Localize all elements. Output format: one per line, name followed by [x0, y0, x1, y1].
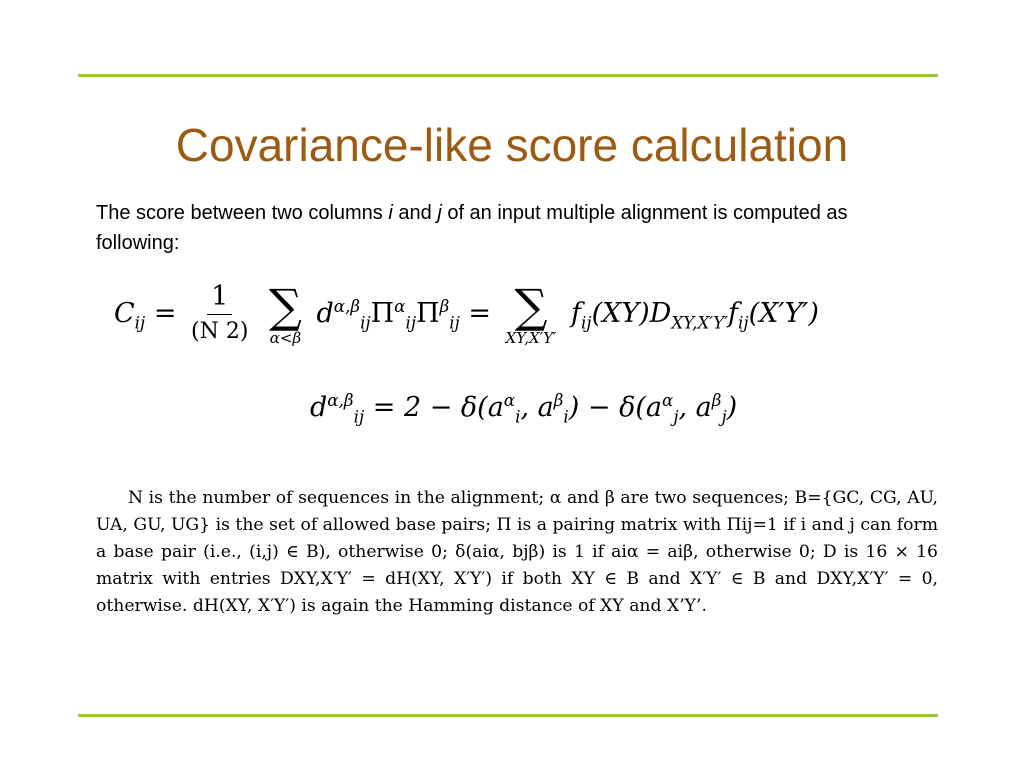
bottom-divider: [78, 714, 938, 717]
eq1-pi-2: Π: [416, 298, 440, 329]
eq1-f2-arg: (X′Y′): [748, 298, 819, 329]
eq1-d-sup: α,β: [333, 296, 361, 316]
eq2-a1-sub: i: [515, 406, 521, 427]
eq2-a2-sup: β: [553, 390, 564, 410]
eq2-a3-sup: α: [662, 390, 674, 410]
eq1-lhs: C: [114, 298, 135, 329]
eq1-pi1-sup: α: [394, 296, 406, 316]
intro-part3: of an input multiple alignment is computed as following:: [96, 202, 848, 254]
eq2-a3-sub: j: [673, 406, 679, 427]
eq1-pi2-sup: β: [439, 296, 450, 316]
eq2-mid: ) − δ(a: [568, 392, 662, 423]
equation-covariance-score: $C_{ij}$ = $\frac{1}{(N 2)}$ ∑ α<β $d^{\alpha,\beta}_{ij}\Pi^\alpha_{ij}\Pi^\beta_{ij}$ = ∑ XY,X′Y′ $f_{ij}(XY)D_{XY,X'Y'}f_{ij}(X'Y')$: [114, 280, 819, 349]
eq1-f2: f: [728, 298, 739, 329]
eq1-d-sub: ij: [360, 312, 371, 333]
eq1-frac-den: (N 2): [191, 319, 249, 344]
intro-part1: The score between two columns: [96, 202, 389, 224]
eq2-rhs-1: = 2 − δ(a: [372, 392, 504, 423]
eq1-sum-1: ∑ α<β: [269, 278, 302, 347]
eq1-pi2-sub: ij: [449, 312, 460, 333]
eq1-f-sub: ij: [581, 312, 592, 333]
definitions-paragraph: [96, 485, 938, 620]
eq2-a2-sub: i: [563, 406, 569, 427]
eq2-lhs-sup: α,β: [327, 390, 354, 410]
eq2-lhs: d: [310, 392, 328, 423]
intro-var-j: j: [437, 202, 442, 224]
eq2-a4-sub: j: [721, 406, 727, 427]
eq1-frac-num: 1: [207, 280, 232, 315]
eq2-lhs-sub: ij: [353, 406, 365, 427]
eq1-f: f: [571, 298, 582, 329]
equation-distance: $d^{\alpha,\beta}_{ij} = 2 - \delta(a^\alpha_i$, $a^\beta_i) - \delta(a^\alpha_j$, $a^\beta_j$): [310, 390, 738, 427]
top-divider: [78, 74, 938, 77]
eq1-sum1-limit: α<β: [269, 328, 302, 347]
eq1-sum-2: ∑ XY,X′Y′: [505, 278, 557, 347]
eq1-f2-sub: ij: [738, 312, 749, 333]
eq1-fraction: [191, 280, 248, 349]
eq2-a1-sup: α: [503, 390, 516, 410]
eq1-lhs-sub: ij: [134, 312, 146, 333]
intro-var-i: i: [388, 202, 393, 224]
intro-text: [96, 198, 896, 258]
eq1-d: d: [316, 298, 334, 329]
eq1-sum2-limit: XY,X′Y′: [505, 328, 557, 347]
eq1-pi-1: Π: [370, 298, 395, 329]
slide-title: Covariance-like score calculation: [175, 119, 849, 171]
definitions-text: N is the number of sequences in the alignment; α and β are two sequences; B={GC, CG, AU, UA, GU, UG} is the set of allowed base pairs; Π is a pairing matrix with Πij=1 if i and j can form a base pair (i.e., (i,j) ∈ B), otherwise 0; δ(aiα, bjβ) is 1 if aiα = aiβ, otherwise 0; D is 16 × 16 matrix with entries DXY,X′Y′ = dH(XY, X′Y′) if both XY ∈ B and X′Y′ ∈ B and DXY,X′Y′ = 0, otherwise. dH(XY, X′Y′) is again the Hamming distance of XY and X’Y’.: [96, 488, 938, 616]
eq1-f-arg: (XY)D: [591, 298, 672, 329]
eq2-a4-sup: β: [711, 390, 722, 410]
eq1-D-sub: XY,X′Y′: [671, 312, 729, 333]
intro-part2: and: [392, 202, 438, 224]
eq1-pi1-sub: ij: [405, 312, 417, 333]
